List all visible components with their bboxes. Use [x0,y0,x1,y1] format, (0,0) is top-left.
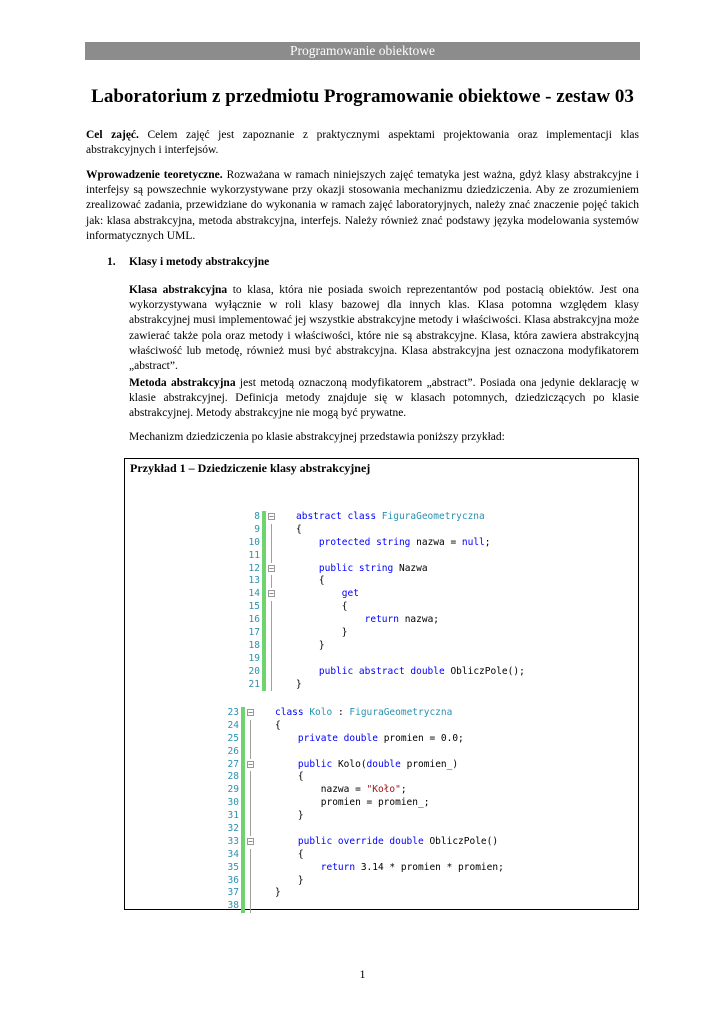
line-number: 10 [248,536,260,548]
outline-guide [271,627,272,640]
code-line [205,823,239,836]
code-token: : [332,707,350,718]
code-line [226,678,302,692]
code-token: public string [318,562,399,574]
outline-guide [250,887,251,900]
change-bar [241,887,245,900]
collapse-icon[interactable]: − [248,836,253,846]
code-token: FiguraGeometryczna [349,707,453,718]
line-number: 27 [227,758,239,770]
code-block-abstract-class [226,511,525,691]
change-bar [241,720,245,733]
code-line [226,575,325,588]
code-token [275,836,298,847]
change-bar [241,797,245,810]
code-token: { [275,848,304,860]
code-token: get [341,588,359,600]
change-bar [262,550,266,563]
collapse-icon[interactable]: − [269,512,274,521]
code-line [226,550,260,563]
line-number: 38 [227,900,239,912]
change-bar [241,823,245,836]
code-text [275,836,498,849]
running-header-text: Programowanie obiektowe [289,43,436,58]
line-number: 23 [227,707,239,718]
outline-guide [250,875,251,888]
code-line [205,810,304,823]
code-token: { [296,601,348,613]
abstract-class-paragraph [129,283,639,374]
outline-guide [271,537,272,550]
line-number: 12 [248,562,260,574]
code-text [296,575,325,588]
line-number: 14 [248,588,260,600]
outline-guide [250,720,251,733]
code-token: public abstract double [318,665,451,677]
code-token: } [296,627,348,639]
line-number: 25 [227,732,239,744]
code-token [275,759,298,770]
code-token: promien = promien_; [275,797,430,809]
code-text [296,537,491,550]
outline-guide [271,614,272,627]
code-text [296,601,347,614]
code-token: return [364,614,405,626]
code-line [226,523,302,537]
change-bar [262,640,266,653]
code-text [275,720,281,733]
code-text [275,784,407,797]
code-line [205,732,464,746]
outline-guide [271,601,272,614]
code-line [226,588,359,601]
code-line [226,627,348,640]
code-token: public override double [297,835,430,847]
code-line [205,874,304,888]
code-text [275,759,458,772]
outline-guide [271,524,272,537]
change-bar [262,653,266,666]
change-bar [241,759,245,772]
outline-guide [271,666,272,679]
code-text [275,849,304,862]
code-line [205,835,499,849]
code-token: } [275,810,304,822]
code-token: return [320,861,361,873]
line-number: 17 [248,627,260,639]
code-text [296,679,302,692]
code-line [205,758,459,772]
code-line [205,719,281,733]
code-line [205,771,304,784]
change-bar [241,862,245,875]
code-line [205,887,281,900]
code-token: public [297,758,338,770]
code-text [275,875,304,888]
line-number: 26 [227,745,239,757]
code-token: nazwa = [275,784,367,796]
outline-guide [271,679,272,692]
line-number: 21 [248,678,260,690]
code-token: protected string [318,536,417,548]
goal-label: Cel zajęć. [86,129,139,141]
code-token: } [296,678,302,690]
line-number: 34 [227,848,239,860]
line-number: 19 [248,652,260,664]
outline-guide [250,733,251,746]
outline-guide [250,862,251,875]
change-bar [241,733,245,746]
change-bar [262,524,266,537]
section-number: 1. [107,256,116,268]
outline-guide [250,849,251,862]
outline-guide [250,746,251,759]
change-bar [262,575,266,588]
code-text [296,666,525,679]
change-bar [241,771,245,784]
code-line [205,746,239,759]
abstract-class-label: Klasa abstrakcyjna [129,284,228,296]
change-bar [262,588,266,601]
outline-guide [250,823,251,836]
code-token: { [275,771,304,783]
code-token: 3.14 * promien * promien; [360,861,504,873]
line-number: 13 [248,575,260,587]
line-number: 20 [248,665,260,677]
section-heading [107,256,269,268]
code-token: nazwa; [404,614,440,626]
line-number: 36 [227,874,239,886]
outline-guide [250,810,251,823]
page-title: Laboratorium z przedmiotu Programowanie obiektowe - zestaw 03 [91,86,634,107]
code-line [205,861,504,875]
change-bar [241,875,245,888]
code-token: ObliczPole(); [450,665,525,677]
line-number: 32 [227,823,239,835]
change-bar [241,849,245,862]
line-number: 8 [254,511,260,522]
change-bar [262,511,266,524]
code-line [226,653,260,666]
abstract-method-paragraph [129,376,639,422]
code-token: { [296,523,302,535]
change-bar [262,614,266,627]
outline-guide [271,550,272,563]
change-bar [262,679,266,692]
line-number: 24 [227,719,239,731]
code-text [275,733,464,746]
code-token [296,588,342,599]
code-token: "Koło" [366,784,401,796]
code-token: } [296,639,325,651]
code-text [275,887,281,900]
intro-paragraph [86,168,639,244]
code-text [275,810,304,823]
abstract-method-label: Metoda abstrakcyjna [129,377,236,389]
outline-guide [250,771,251,784]
code-line [226,614,440,627]
code-text [296,511,485,524]
code-line [205,900,239,913]
code-token: Nazwa [398,562,428,574]
code-line [226,536,491,550]
change-bar [262,601,266,614]
abstract-class-text: to klasa, która nie posiada swoich reprezentantów pod postacią obiektów. Jest ona wykorzystywana wyłącznie w roli klasy bazowej dla innych klas. Klasa potomna względem klasy abstrakcyjnej musi implementować jej wszystkie abstrakcyjne metody i właściwości. Klasa abstrakcyjna może zawierać także pola oraz metody i właściwości, które nie są abstrakcyjne. Klasa, która zawiera abstrakcyjną właściwość lub metodę, również musi być abstrakcyjna. Klasa abstrakcyjna jest oznaczona modyfikatorem „abstract”. [129,284,639,373]
code-line [205,784,407,797]
line-number: 33 [227,835,239,847]
code-text [296,524,302,537]
code-token: ; [400,784,407,796]
outline-guide [250,784,251,797]
mechanism-paragraph: Mechanizm dziedziczenia po klasie abstrakcyjnej przedstawia poniższy przykład: [129,431,505,443]
collapse-icon[interactable]: − [248,708,253,717]
code-token [296,537,319,548]
line-number: 15 [248,601,260,613]
code-line [226,665,525,679]
code-token: null [461,536,485,548]
code-token [296,614,365,625]
code-token: promien_) [406,758,459,770]
code-token: abstract class [296,511,382,522]
change-bar [241,707,245,720]
collapse-icon[interactable]: − [269,589,274,599]
example-title: Przykład 1 – Dziedziczenie klasy abstrakcyjnej [130,461,371,475]
code-text [296,640,325,653]
goal-paragraph [86,128,639,158]
line-number: 30 [227,797,239,809]
change-bar [241,836,245,849]
intro-label: Wprowadzenie teoretyczne. [86,169,223,181]
line-number: 11 [248,549,260,561]
code-token: Kolo [309,707,333,718]
change-bar [262,627,266,640]
code-token [275,733,298,744]
intro-text: Rozważana w ramach niniejszych zajęć tematyka jest ważna, gdyż klasy abstrakcyjne i interfejsy są powszechnie wykorzystywane przy okazji stosowania mechanizmu dziedziczenia. Aby ze zrozumieniem zrealizować zadania, przewidziane do wykonania w ramach zajęć laboratoryjnych, należy znać znaczenie pojęć takich jak: klasa abstrakcyjna, metoda abstrakcyjna, interfejs. Należy również znać podstawy języka modelowania systemów informatycznych UML. [86,169,639,242]
outline-guide [271,575,272,588]
code-token: } [275,874,304,886]
code-token: } [275,887,281,899]
page-number: 1 [359,967,366,981]
code-token [296,666,319,677]
code-line [226,562,428,576]
code-token [275,862,321,873]
change-bar [241,784,245,797]
line-number: 16 [248,614,260,626]
collapse-icon[interactable]: − [269,563,274,573]
code-line [226,639,325,653]
code-text [296,614,439,627]
running-header [85,42,640,60]
code-token [296,563,319,574]
outline-guide [250,900,251,913]
line-number: 18 [248,639,260,651]
code-token: promien = 0.0; [383,732,464,744]
code-token: private double [297,732,384,744]
change-bar [241,900,245,913]
change-bar [241,746,245,759]
code-text [275,797,429,810]
line-number: 37 [227,887,239,899]
code-token: FiguraGeometryczna [381,511,485,522]
line-number: 9 [254,523,260,535]
code-token: { [275,719,281,731]
code-text [296,563,428,576]
change-bar [262,563,266,576]
change-bar [262,666,266,679]
code-token: double [366,758,407,770]
code-line [205,848,304,862]
collapse-icon[interactable]: − [248,759,253,769]
line-number: 28 [227,771,239,783]
code-token: ; [484,536,491,548]
code-token: ObliczPole() [429,835,499,847]
code-line [205,707,453,720]
code-block-derived-class [205,707,504,913]
abstract-method-text: jest metodą oznaczoną modyfikatorem „abstract”. Posiada ona jedynie deklarację w klasie abstrakcyjnej. Definicja metody znajduje się w klasach potomnych, dziedziczących po klasie abstrakcyjnej. Metody abstrakcyjne nie mogą być prywatne. [129,377,639,420]
code-token: class [275,707,310,718]
code-text [296,627,347,640]
code-line [226,511,485,524]
code-text [275,862,504,875]
code-token: { [296,575,325,587]
code-text [296,588,359,601]
change-bar [262,537,266,550]
code-line [205,797,430,810]
change-bar [241,810,245,823]
section-title: Klasy i metody abstrakcyjne [129,256,270,268]
code-token: nazwa = [416,536,462,548]
outline-guide [271,653,272,666]
outline-guide [250,797,251,810]
line-number: 29 [227,784,239,796]
code-line [226,601,348,614]
goal-text: Celem zajęć jest zapoznanie z praktycznymi aspektami projektowania oraz implementacji klas abstrakcyjnych i interfejsów. [86,129,640,157]
line-number: 35 [227,861,239,873]
line-number: 31 [227,810,239,822]
code-text [275,707,452,720]
code-text [275,771,304,784]
code-token: Kolo( [337,758,367,770]
outline-guide [271,640,272,653]
